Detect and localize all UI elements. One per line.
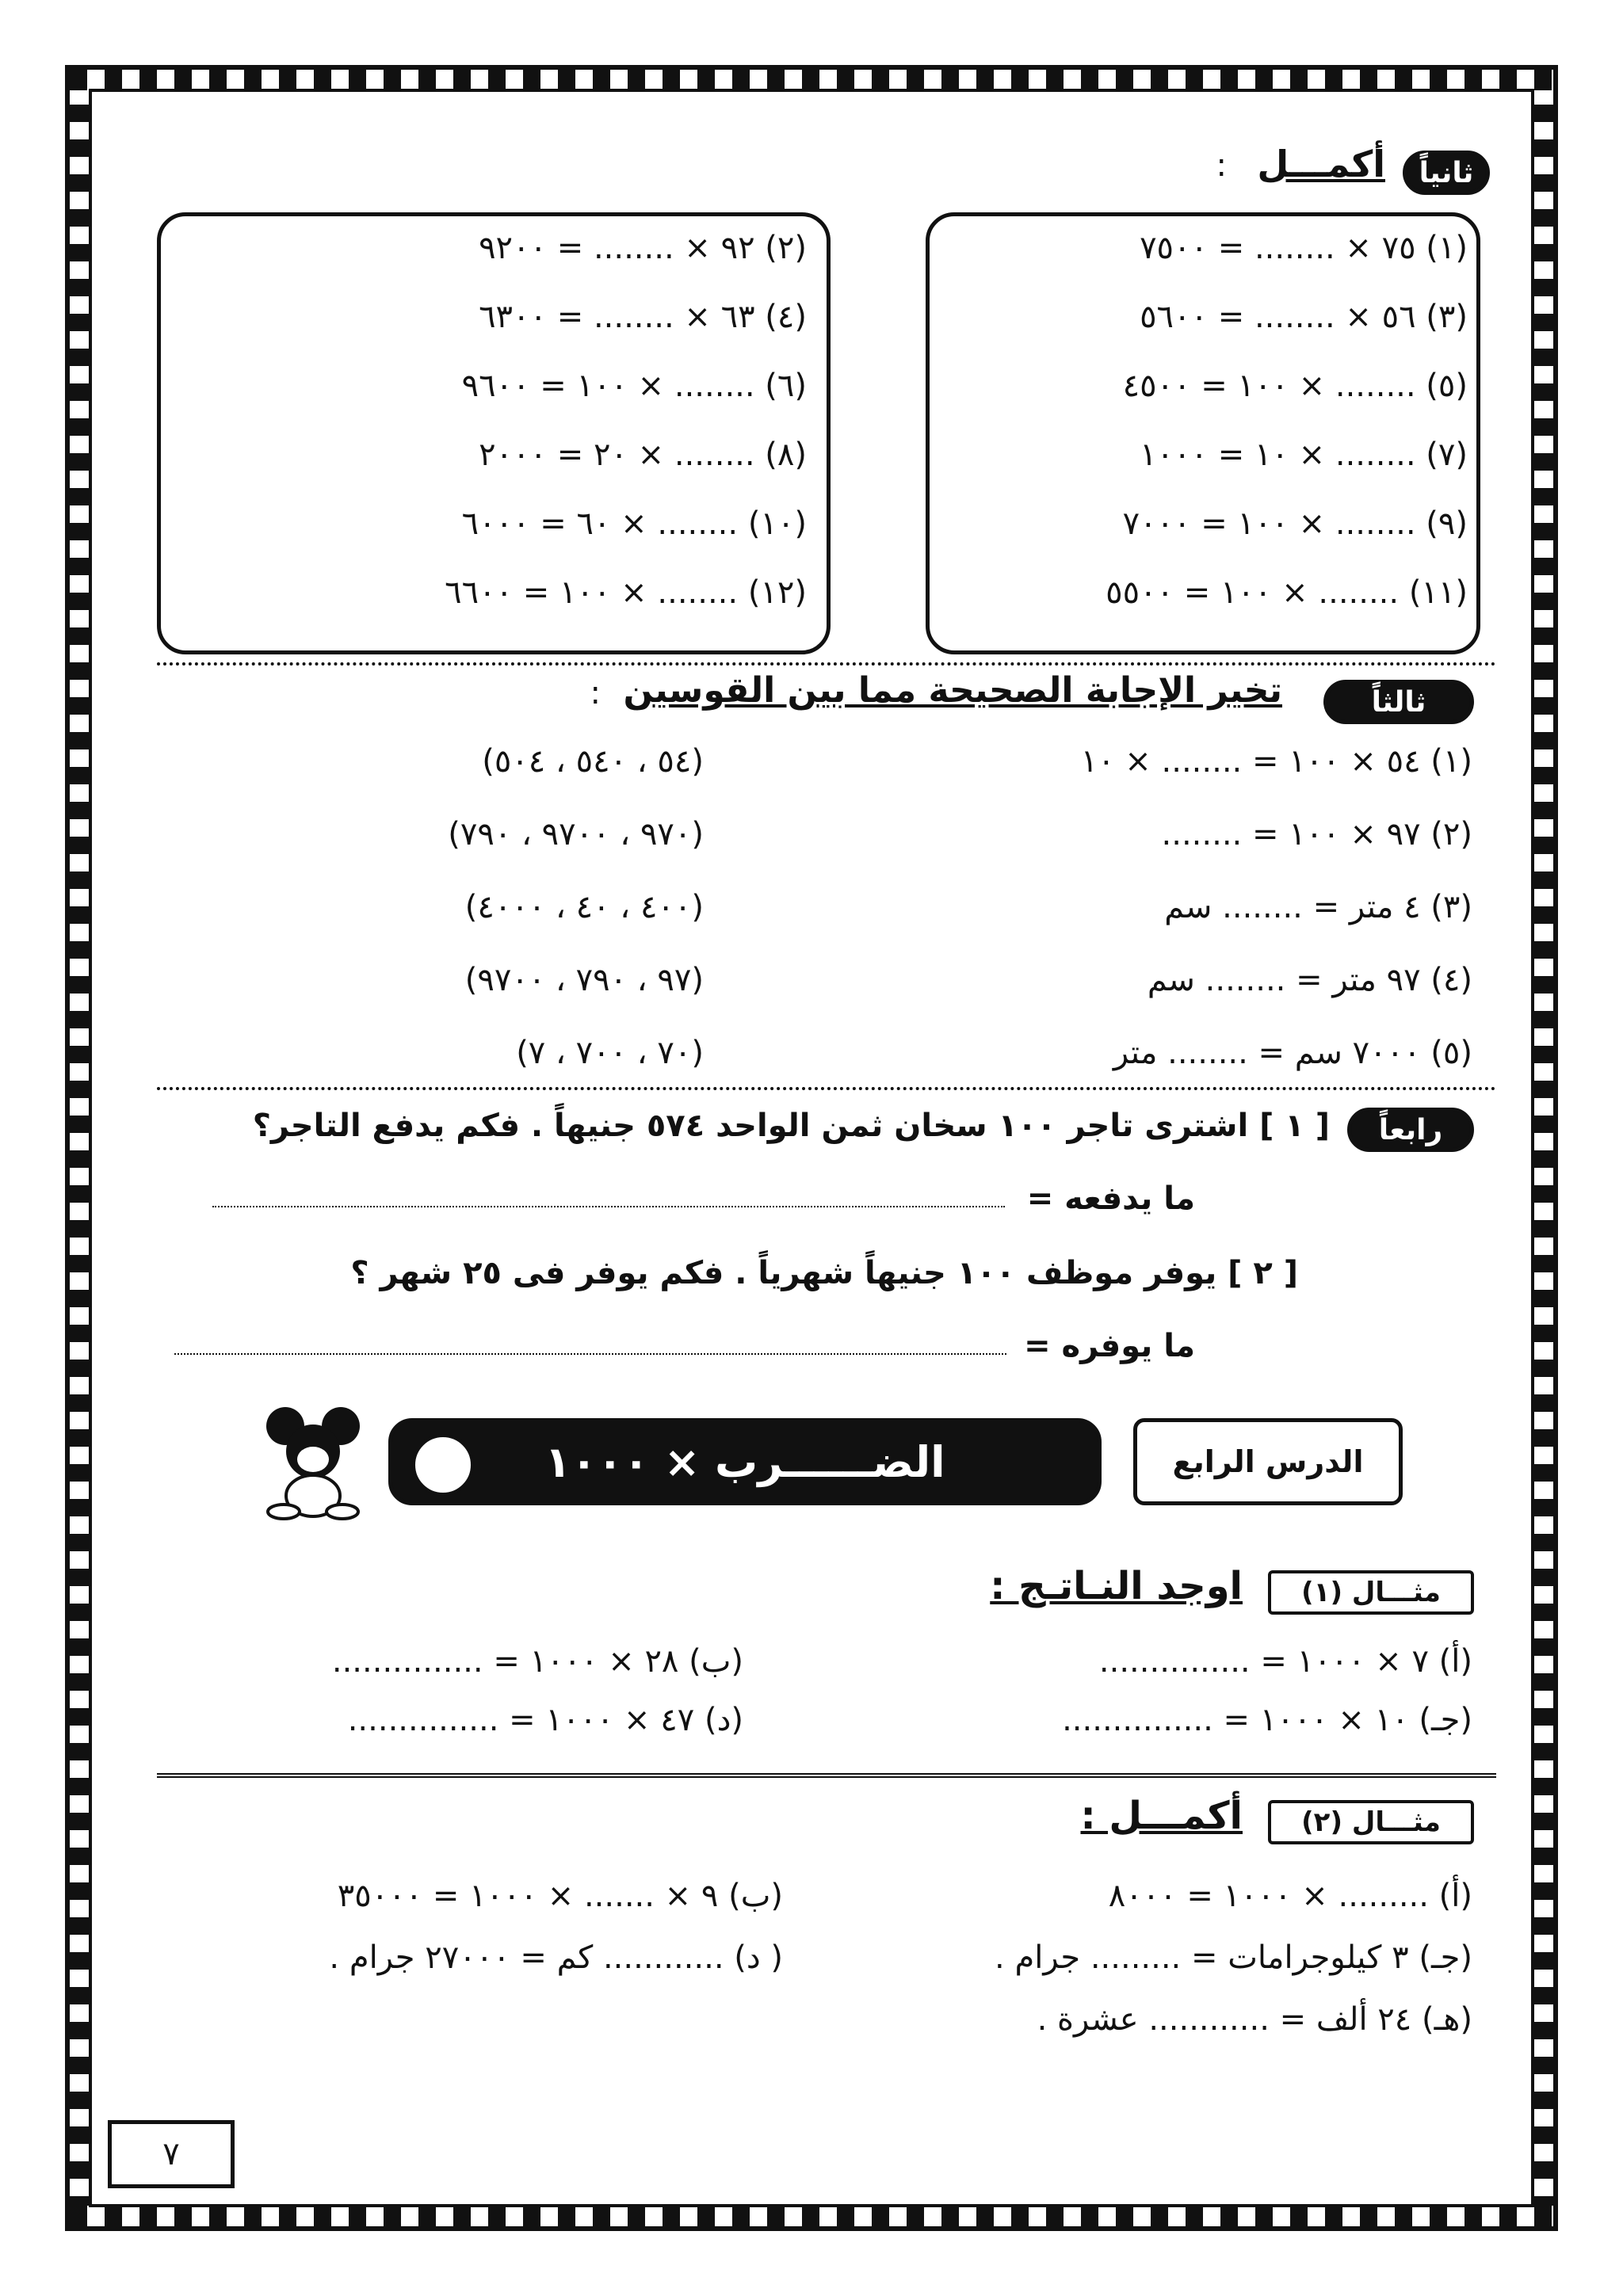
ex2-item-a: (أ) ......... × ١٠٠٠ = ٨٠٠٠ (1108, 1878, 1472, 1914)
lesson-label-box (1133, 1418, 1403, 1505)
s3-row-1-options: (٥٤ ، ٥٤٠ ، ٥٠٤) (482, 743, 704, 780)
s3-row-5-options: (٧٠ ، ٧٠٠ ، ٧) (516, 1035, 704, 1071)
ex2-item-c: (جـ) ٣ كيلوجرامات = ......... جرام . (995, 1939, 1472, 1976)
section2-badge (1403, 151, 1490, 195)
s4-answer-1-label: ما يدفعه = (1026, 1180, 1195, 1217)
section3-title: تخير الإجابة الصحيحة مما بين القوسين (623, 670, 1282, 711)
s2-left-row-3: (٦) ........ × ١٠٠ = ٩٦٠٠ (461, 368, 807, 404)
s4-question-1: [ ١ ] اشترى تاجر ١٠٠ سخان ثمن الواحد ٥٧٤ جنيهاً . فكم يدفع التاجر؟ (252, 1108, 1330, 1144)
example2-badge-text: مثـــال (٢) (1301, 1806, 1441, 1838)
s2-left-row-1: (٢) ٩٢ × ........ = ٩٢٠٠ (479, 230, 807, 266)
ex1-item-c: (جـ) ١٠ × ١٠٠٠ = ............... (1062, 1702, 1472, 1738)
s4-answer-1-line (212, 1206, 1005, 1207)
s2-left-row-6: (١٢) ........ × ١٠٠ = ٦٦٠٠ (445, 574, 807, 611)
example1-title: اوجد النـاتـج : (990, 1564, 1243, 1608)
s4-answer-2-line (174, 1353, 1006, 1355)
section2-badge-text: ثانياً (1419, 156, 1474, 189)
s2-right-row-5: (٩) ........ × ١٠٠ = ٧٠٠٠ (1122, 505, 1468, 542)
example2-badge (1268, 1800, 1474, 1844)
lesson-label: الدرس الرابع (1172, 1444, 1364, 1479)
ex1-item-d: (د) ٤٧ × ١٠٠٠ = ............... (347, 1702, 743, 1738)
lesson-title: الضــــــرب × ١٠٠٠ (544, 1436, 945, 1487)
s3-row-3-options: (٤٠٠ ، ٤٠ ، ٤٠٠٠) (464, 889, 704, 925)
s2-right-row-1: (١) ٧٥ × ........ = ٧٥٠٠ (1140, 230, 1468, 266)
section2-colon: : (1216, 147, 1227, 184)
s2-left-row-5: (١٠) ........ × ٦٠ = ٦٠٠٠ (461, 505, 807, 542)
s3-row-2-question: (٢) ٩٧ × ١٠٠ = ........ (1161, 816, 1472, 852)
s2-right-row-4: (٧) ........ × ١٠ = ١٠٠٠ (1140, 437, 1468, 473)
s2-right-row-3: (٥) ........ × ١٠٠ = ٤٥٠٠ (1122, 368, 1468, 404)
banner-circle-icon (412, 1434, 474, 1496)
s3-row-4-question: (٤) ٩٧ متر = ........ سم (1147, 962, 1472, 998)
s2-right-row-2: (٣) ٥٦ × ........ = ٥٦٠٠ (1140, 299, 1468, 335)
page-number-box (108, 2120, 235, 2188)
ex2-item-e: (هـ) ٢٤ ألف = ............ عشرة . (1037, 2001, 1472, 2038)
s3-row-3-question: (٣) ٤ متر = ........ سم (1164, 889, 1472, 925)
example1-badge-text: مثـــال (١) (1301, 1577, 1441, 1608)
section2-title: أكمـــل (1257, 143, 1385, 185)
s3-row-4-options: (٩٧ ، ٧٩٠ ، ٩٧٠٠) (464, 962, 704, 998)
ex1-item-a: (أ) ٧ × ١٠٠٠ = ............... (1098, 1643, 1472, 1680)
s2-left-row-4: (٨) ........ × ٢٠ = ٢٠٠٠ (479, 437, 807, 473)
section3-badge (1323, 680, 1474, 724)
ex1-item-b: (ب) ٢٨ × ١٠٠٠ = ............... (331, 1643, 743, 1680)
section4-badge-text: رابعاً (1378, 1113, 1443, 1146)
separator-3 (157, 1773, 1496, 1778)
example2-title: أكمـــل : (1080, 1794, 1243, 1838)
s4-question-2: [ ٢ ] يوفر موظف ١٠٠ جنيهاً شهرياً . فكم يوفر فى ٢٥ شهر ؟ (350, 1255, 1298, 1291)
s3-row-5-question: (٥) ٧٠٠٠ سم = ........ متر (1113, 1035, 1472, 1071)
s2-left-row-2: (٤) ٦٣ × ........ = ٦٣٠٠ (479, 299, 807, 335)
s4-answer-2-label: ما يوفره = (1024, 1328, 1195, 1364)
separator-1 (157, 662, 1496, 666)
s3-row-2-options: (٩٧٠ ، ٩٧٠٠ ، ٧٩٠) (448, 816, 704, 852)
ex2-item-d: ( د) ............ كم = ٢٧٠٠٠ جرام . (329, 1939, 783, 1976)
example1-badge (1268, 1570, 1474, 1615)
s2-right-row-6: (١١) ........ × ١٠٠ = ٥٥٠٠ (1106, 574, 1468, 611)
section3-colon: : (590, 675, 601, 711)
page-number: ٧ (162, 2136, 180, 2172)
s3-row-1-question: (١) ٥٤ × ١٠٠ = ........ × ١٠ (1080, 743, 1472, 780)
cartoon-mouse-icon (262, 1402, 365, 1521)
section3-badge-text: ثالثاً (1371, 685, 1426, 719)
separator-2 (157, 1087, 1496, 1090)
ex2-item-b: (ب) ٩ × ....... × ١٠٠٠ = ٣٥٠٠٠ (337, 1878, 783, 1914)
lesson-title-banner (388, 1418, 1102, 1505)
section4-badge (1347, 1108, 1474, 1152)
